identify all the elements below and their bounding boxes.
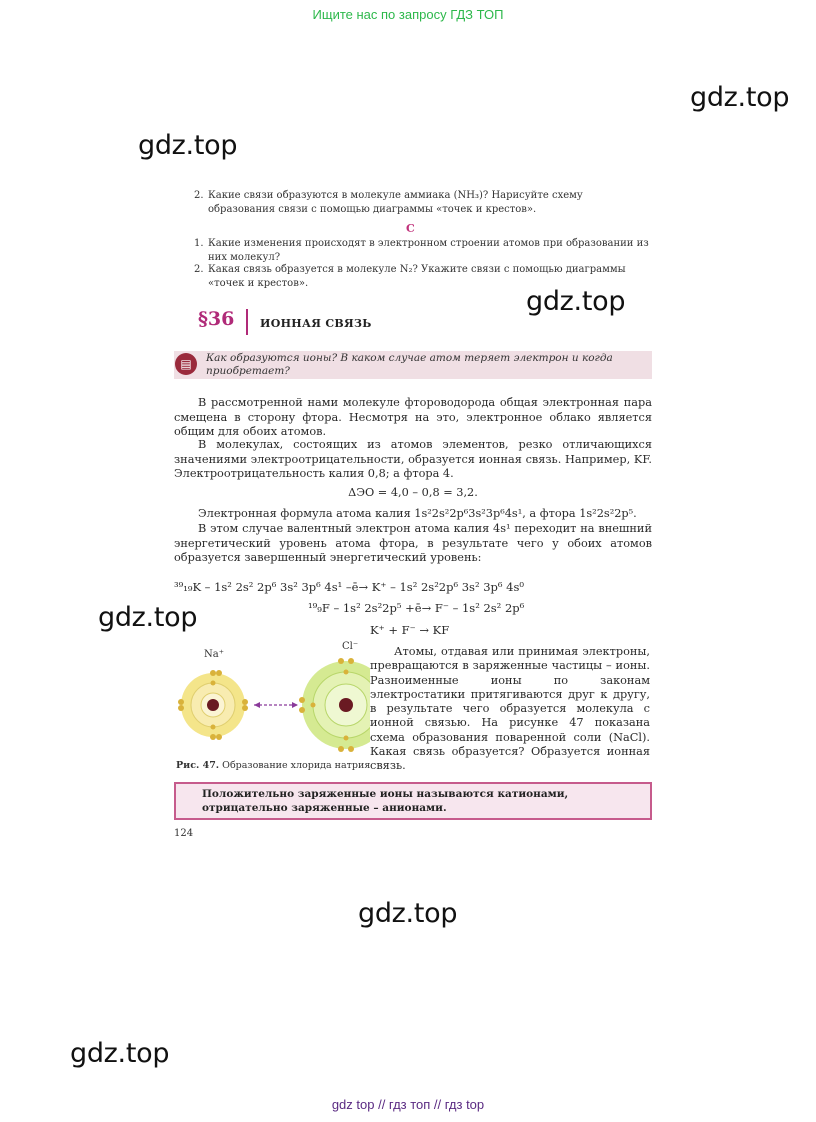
equation-delta-eo: ΔЭО = 4,0 – 0,8 = 3,2. [348,486,478,499]
book-icon: ▤ [175,353,197,375]
na-nucleus [207,699,219,711]
figure-caption-text: Образование хлорида натрия [222,760,371,771]
watermark: gdz.top [138,130,238,161]
cl-nucleus [339,698,353,712]
paragraph-number: §36 [198,308,235,330]
watermark: gdz.top [358,898,458,929]
question-c1 [194,237,650,264]
section-c-heading: C [406,222,415,235]
definition-text: Положительно заряженные ионы называются катионами, отрицательно заряженные – анионами. [202,788,569,814]
arrow-head-left [254,702,260,708]
formula-fluorine: ¹⁹₉F – 1s² 2s²2p⁵ +ē→ F⁻ – 1s² 2s² 2p⁶ [308,601,525,615]
question-text: Какие изменения происходят в электронном строении атомов при образовании из них молекул? [208,238,649,263]
figure-caption [176,759,370,773]
body-paragraph-4: В этом случае валентный электрон атома калия 4s¹ переходит на внешний энергетический уровень атома фтора, в результате чего у обоих атомов образуется завершенный энергетический уровень: [174,522,652,565]
na-ion-label: Na⁺ [204,649,224,660]
watermark: gdz.top [98,602,198,633]
footer-links[interactable]: gdz top // гдз топ // гдз top [331,1097,485,1112]
top-banner[interactable]: Ищите нас по запросу ГДЗ ТОП [312,7,504,22]
page-number: 124 [174,828,194,839]
intro-question-box [174,351,652,379]
cl-ion-label: Cl⁻ [342,641,359,652]
watermark: gdz.top [526,286,626,317]
question-text: Какие связи образуются в молекуле аммиака (NH₃)? Нарисуйте схему образования связи с помощью диаграммы «точек и крестов». [208,190,583,215]
intro-question: Как образуются ионы? В каком случае атом теряет электрон и когда приобретает? [206,352,613,377]
paragraph-title: ИОННАЯ СВЯЗЬ [260,317,372,330]
body-paragraph-3: Электронная формула атома калия 1s²2s²2p⁶3s²3p⁶4s¹, а фтора 1s²2s²2p⁵. [198,507,637,520]
arrow-head-right [292,702,298,708]
paragraph-divider [246,309,248,335]
formula-potassium: ³⁹₁₉K – 1s² 2s² 2p⁶ 3s² 3p⁶ 4s¹ –ē→ K⁺ – 1s² 2s²2p⁶ 3s² 3p⁶ 4s⁰ [174,580,524,594]
question-text: Какая связь образуется в молекуле N₂? Укажите связи с помощью диаграммы «точек и крестов». [208,264,626,289]
body-paragraph-2: В молекулах, состоящих из атомов элементов, резко отличающихся значениями электроотрицательности, образуется ионная связь. Например, KF. Электроотрицательность калия 0,8; а фтора 4. [174,438,652,481]
nacl-diagram [176,655,370,755]
figure-number: Рис. 47. [176,760,220,771]
body-paragraph-5: Атомы, отдавая или принимая электроны, превращаются в заряженные частицы – ионы. Разноименные ионы по законам электростатики притягиваются друг к другу, в результате чего образуется молекула с ионной связью. На рисунке 47 показана схема образования поваренной соли (NaCl). Какая связь образуется? Образуется ионная связь. [370,645,650,773]
question-number: 1. [194,238,204,249]
watermark: gdz.top [690,82,790,113]
formula-kf: K⁺ + F⁻ → KF [370,623,450,637]
question-number: 2. [194,264,204,275]
watermark: gdz.top [70,1038,170,1069]
question-number: 2. [194,190,204,201]
question-b2 [194,189,650,216]
body-paragraph-1: В рассмотренной нами молекуле фтороводорода общая электронная пара смещена в сторону фтора. Несмотря на это, электронное облако является общим для обоих атомов. [174,396,652,439]
definition-box [174,782,652,820]
